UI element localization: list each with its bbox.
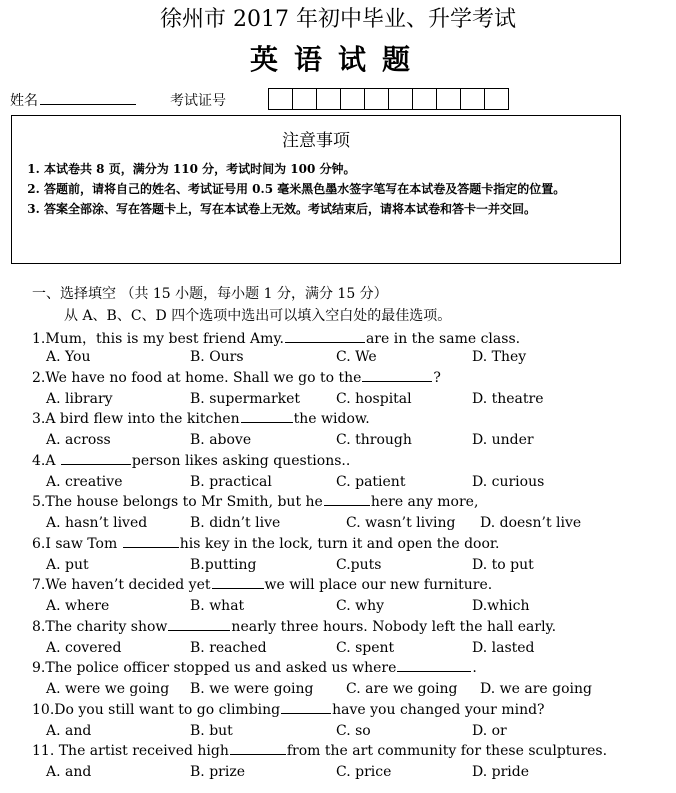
answer-option[interactable]: D. They <box>472 349 527 365</box>
question-stem-text: . <box>472 660 477 676</box>
question-stem-text: the widow. <box>293 411 370 427</box>
answer-option[interactable]: A. creative <box>46 473 123 490</box>
question-stem-text: 8.The charity show <box>32 618 168 635</box>
question-stem-text: are in the same class. <box>365 331 521 347</box>
answer-option[interactable]: D. we are going <box>480 681 592 697</box>
answer-blank[interactable] <box>123 546 179 548</box>
exam-number-box[interactable] <box>388 88 413 110</box>
question-stem <box>32 660 477 676</box>
answer-blank[interactable] <box>241 421 293 423</box>
question-stem <box>32 619 556 635</box>
answer-option[interactable]: D. to put <box>472 556 534 573</box>
answer-option[interactable]: C. price <box>336 764 392 780</box>
question-stem-text: we will place our new furniture. <box>264 577 493 593</box>
answer-option[interactable]: C. so <box>336 722 371 739</box>
answer-blank[interactable] <box>397 670 471 672</box>
answer-option[interactable]: D. lasted <box>472 639 535 656</box>
exam-number-box[interactable] <box>292 88 317 110</box>
question-stem <box>32 743 607 759</box>
question-stem-text: 4.A <box>32 452 60 469</box>
exam-number-box[interactable] <box>412 88 437 110</box>
question-item <box>0 453 676 495</box>
exam-subtitle: 英语试题 <box>249 43 426 76</box>
answer-blank[interactable] <box>168 629 230 631</box>
question-item <box>0 370 676 412</box>
question-item <box>0 743 676 785</box>
answer-option[interactable]: D. pride <box>472 764 530 780</box>
answer-option[interactable]: C. why <box>336 598 385 614</box>
question-stem-text: 7.We haven’t decided yet <box>32 577 211 593</box>
answer-option[interactable]: B. practical <box>190 473 272 490</box>
question-item <box>0 619 676 661</box>
answer-blank[interactable] <box>230 753 286 755</box>
exam-number-boxes[interactable] <box>269 88 509 110</box>
answer-option[interactable]: C. are we going <box>346 681 458 697</box>
answer-blank[interactable] <box>212 587 264 589</box>
answer-option[interactable]: A. were we going <box>46 681 170 697</box>
exam-number-box[interactable] <box>316 88 341 110</box>
notice-list <box>12 159 620 219</box>
question-stem <box>32 494 478 510</box>
exam-number-box[interactable] <box>484 88 509 110</box>
section-heading: 一、选择填空 （共 15 小题，每小题 1 分，满分 15 分） <box>32 286 388 302</box>
question-item <box>0 702 676 744</box>
answer-option[interactable]: A. across <box>46 432 111 448</box>
question-stem <box>32 702 545 718</box>
question-stem-text: 2.We have no food at home. Shall we go to the <box>32 369 362 386</box>
notice-box <box>11 115 621 264</box>
question-list <box>0 328 676 785</box>
answer-option[interactable]: B. prize <box>190 764 245 780</box>
exam-number-box[interactable] <box>268 88 293 110</box>
answer-option[interactable]: A. and <box>46 764 92 780</box>
question-stem-text: 11. The artist received high <box>32 743 229 759</box>
notice-item: 3. 答案全部涂、写在答题卡上，写在本试卷上无效。考试结束后，请将本试卷和答卡一并交回。 <box>44 199 612 219</box>
answer-blank[interactable] <box>362 380 432 382</box>
answer-option[interactable]: C. wasn’t living <box>346 515 456 531</box>
answer-option[interactable]: B. supermarket <box>190 390 301 407</box>
answer-option[interactable]: A. where <box>46 598 110 614</box>
answer-option[interactable]: B.putting <box>190 556 257 573</box>
answer-option[interactable]: C. hospital <box>336 390 412 407</box>
exam-number-box[interactable] <box>340 88 365 110</box>
question-stem-text: 3.A bird flew into the kitchen <box>32 411 240 427</box>
question-stem-text: from the art community for these sculptures. <box>286 743 608 759</box>
answer-option[interactable]: C. patient <box>336 473 406 490</box>
question-stem-text: his key in the lock, turn it and open the door. <box>179 535 500 552</box>
answer-option[interactable]: A. You <box>46 349 91 365</box>
answer-blank[interactable] <box>281 712 331 714</box>
exam-number-box[interactable] <box>436 88 461 110</box>
answer-blank[interactable] <box>285 341 365 343</box>
question-stem <box>32 577 492 593</box>
exam-number-box[interactable] <box>460 88 485 110</box>
answer-option[interactable]: B. above <box>190 432 252 448</box>
answer-option[interactable]: A. hasn’t lived <box>46 515 148 531</box>
section-instruction: 从 A、B、C、D 四个选项中选出可以填入空白处的最佳选项。 <box>64 308 452 324</box>
question-stem <box>32 411 370 427</box>
question-item <box>0 411 676 453</box>
question-stem <box>32 453 350 469</box>
question-stem <box>32 370 441 386</box>
question-stem-text: person likes asking questions.. <box>131 452 351 469</box>
answer-option[interactable]: A. library <box>46 390 113 407</box>
answer-blank[interactable] <box>61 463 131 465</box>
answer-option[interactable]: B. reached <box>190 639 267 656</box>
question-stem-text: 10.Do you still want to go climbing <box>32 701 281 718</box>
answer-option[interactable]: D. curious <box>472 473 545 490</box>
question-stem-text: 9.The police officer stopped us and asked us where <box>32 660 397 676</box>
answer-option[interactable]: D.which <box>472 598 530 614</box>
answer-option[interactable]: C. spent <box>336 639 395 656</box>
answer-option[interactable]: B. we were going <box>190 681 314 697</box>
name-label: 姓名 <box>10 93 38 109</box>
answer-option[interactable]: D. or <box>472 722 507 739</box>
question-stem-text: ? <box>433 369 441 386</box>
exam-number-box[interactable] <box>364 88 389 110</box>
answer-option[interactable]: C. We <box>336 349 377 365</box>
exam-title: 徐州市 2017 年初中毕业、升学考试 <box>160 7 516 32</box>
answer-option[interactable]: A. covered <box>46 639 122 656</box>
notice-title: 注意事项 <box>282 131 350 151</box>
question-stem-text: 1.Mum，this is my best friend Amy. <box>32 331 284 347</box>
exam-number-label: 考试证号 <box>170 93 226 109</box>
answer-option[interactable]: A. and <box>46 722 92 739</box>
notice-item: 1. 本试卷共 8 页，满分为 110 分，考试时间为 100 分钟。 <box>44 159 612 179</box>
question-stem-text: have you changed your mind? <box>332 701 545 718</box>
question-item <box>0 494 676 536</box>
question-stem-text: 5.The house belongs to Mr Smith, but he <box>32 494 323 510</box>
question-stem-text: nearly three hours. Nobody left the hall early. <box>231 618 557 635</box>
question-stem-text: here any more, <box>370 494 479 510</box>
answer-option[interactable]: B. but <box>190 722 233 739</box>
answer-option[interactable]: D. theatre <box>472 390 544 407</box>
question-stem <box>32 328 520 348</box>
answer-option[interactable]: C.puts <box>336 556 382 573</box>
question-item <box>0 328 676 370</box>
answer-option[interactable]: D. under <box>472 432 534 448</box>
name-field[interactable] <box>40 104 136 105</box>
answer-option[interactable]: B. what <box>190 598 245 614</box>
answer-option[interactable]: A. put <box>46 556 89 573</box>
question-item <box>0 577 676 619</box>
answer-blank[interactable] <box>324 504 370 506</box>
question-stem <box>32 536 500 552</box>
question-item <box>0 536 676 578</box>
answer-option[interactable]: B. didn’t live <box>190 515 281 531</box>
question-item <box>0 660 676 702</box>
notice-item: 2. 答题前，请将自己的姓名、考试证号用 0.5 毫米黑色墨水签字笔写在本试卷及答题卡指定的位置。 <box>44 179 612 199</box>
answer-option[interactable]: B. Ours <box>190 349 244 365</box>
question-stem-text: 6.I saw Tom <box>32 535 122 552</box>
answer-option[interactable]: C. through <box>336 432 412 448</box>
answer-option[interactable]: D. doesn’t live <box>480 515 582 531</box>
